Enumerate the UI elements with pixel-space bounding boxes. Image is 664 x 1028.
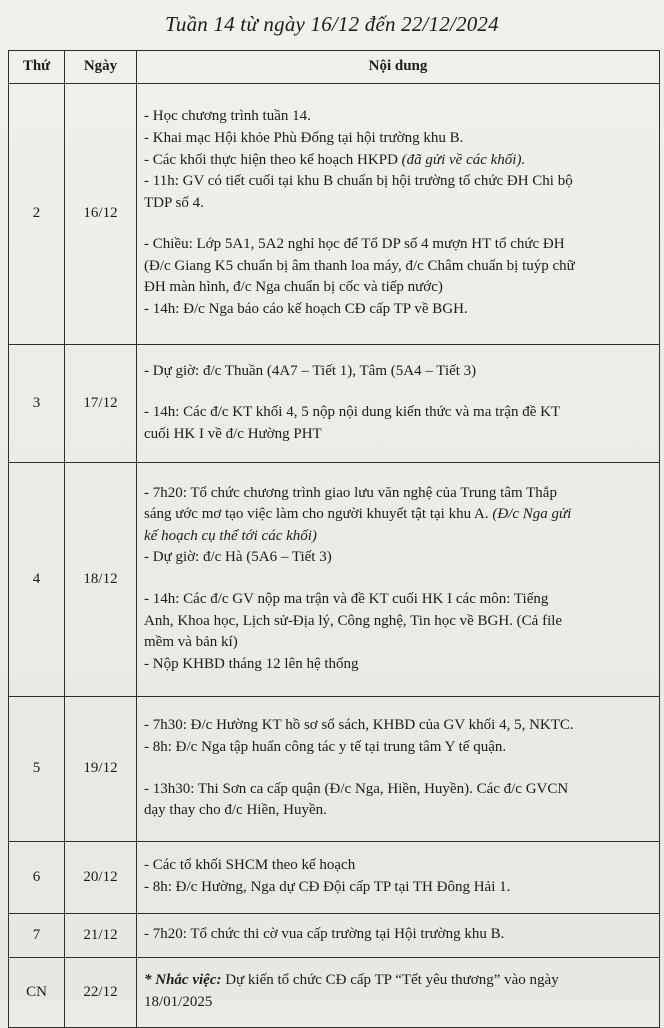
date-cell: 16/12	[65, 84, 137, 345]
content-line: - 13h30: Thi Sơn ca cấp quận (Đ/c Nga, Hiền, Huyền). Các đ/c GVCN	[144, 780, 569, 797]
content-text: sáng ước mơ tạo việc làm cho người khuyết tật tại khu A.	[144, 506, 493, 523]
content-line: - Dự giờ: đ/c Thuần (4A7 – Tiết 1), Tâm (5A4 – Tiết 3)	[144, 362, 477, 379]
content-line: - 8h: Đ/c Hường, Nga dự CĐ Đội cấp TP tại TH Đông Hải 1.	[144, 879, 511, 895]
date-cell: 20/12	[65, 842, 137, 914]
content-cell	[137, 345, 660, 463]
content-cell	[137, 958, 660, 1028]
content-line: Anh, Khoa học, Lịch sử-Địa lý, Công nghệ, Tin học về BGH. (Cả file	[144, 612, 563, 629]
date-cell: 18/12	[65, 463, 137, 697]
header-date: Ngày	[65, 51, 137, 84]
day-cell: 4	[9, 463, 65, 697]
content-note: (Đ/c Nga gửi	[492, 506, 572, 523]
date-cell: 19/12	[65, 697, 137, 842]
day-cell: 3	[9, 345, 65, 463]
content-line: - Dự giờ: đ/c Hà (5A6 – Tiết 3)	[144, 549, 332, 566]
table-row	[9, 345, 660, 463]
content-cell	[137, 84, 660, 345]
day-cell: 6	[9, 842, 65, 914]
content-line: - 7h20: Tổ chức chương trình giao lưu văn nghệ của Trung tâm Thắp	[144, 484, 557, 501]
content-line	[144, 970, 655, 992]
content-text: Dự kiến tổ chức CĐ cấp TP “Tết yêu thương” vào ngày	[221, 972, 559, 989]
content-text: - Các khối thực hiện theo kế hoạch HKPD	[144, 151, 402, 168]
table-row	[9, 958, 660, 1028]
content-line: - 14h: Đ/c Nga báo cáo kế hoạch CĐ cấp TP về BGH.	[144, 301, 468, 318]
day-cell: 5	[9, 697, 65, 842]
date-cell: 17/12	[65, 345, 137, 463]
content-line: 18/01/2025	[144, 994, 213, 1010]
content-line: - 7h30: Đ/c Hường KT hồ sơ sổ sách, KHBD của GV khối 4, 5, NKTC.	[144, 717, 574, 734]
content-line: - 11h: GV có tiết cuối tại khu B chuẩn bị hội trường tổ chức ĐH Chi bộ	[144, 173, 573, 190]
reminder-label: * Nhắc việc:	[144, 972, 222, 989]
schedule-table	[8, 50, 660, 1028]
table-row	[9, 84, 660, 345]
content-line: - 8h: Đ/c Nga tập huấn công tác y tế tại trung tâm Y tế quận.	[144, 738, 507, 755]
day-cell: 7	[9, 914, 65, 958]
content-line: dạy thay cho đ/c Hiền, Huyền.	[144, 802, 327, 819]
content-line: cuối HK I về đ/c Hường PHT	[144, 425, 322, 442]
header-day: Thứ	[9, 51, 65, 84]
date-cell: 22/12	[65, 958, 137, 1028]
content-note: (đã gửi về các khối).	[401, 151, 526, 168]
content-line: - 14h: Các đ/c GV nộp ma trận và đề KT cuối HK I các môn: Tiếng	[144, 591, 549, 607]
table-row	[9, 697, 660, 842]
page-title: Tuần 14 từ ngày 16/12 đến 22/12/2024	[165, 12, 499, 36]
content-line: - Chiều: Lớp 5A1, 5A2 nghỉ học để Tổ DP số 4 mượn HT tổ chức ĐH	[144, 236, 565, 253]
content-cell	[137, 842, 660, 914]
content-line: ĐH màn hình, đ/c Nga chuẩn bị cốc và tiếp nước)	[144, 279, 443, 296]
header-content: Nội dung	[137, 51, 660, 84]
content-line: mềm và bản kí)	[144, 634, 238, 651]
content-line: - Khai mạc Hội khỏe Phù Đổng tại hội trường khu B.	[144, 129, 464, 146]
day-cell: 2	[9, 84, 65, 345]
content-line: - 14h: Các đ/c KT khối 4, 5 nộp nội dung kiến thức và ma trận đề KT	[144, 404, 561, 421]
table-row	[9, 914, 660, 958]
content-line: - Học chương trình tuần 14.	[144, 108, 311, 125]
content-line: (Đ/c Giang K5 chuẩn bị âm thanh loa máy, đ/c Châm chuẩn bị tuýp chữ	[144, 257, 575, 274]
table-header-row	[9, 51, 660, 84]
content-line: TDP số 4.	[144, 194, 204, 211]
content-cell	[137, 914, 660, 958]
content-cell	[137, 463, 660, 697]
content-note: kế hoạch cụ thể tới các khối)	[144, 527, 317, 544]
day-cell: CN	[9, 958, 65, 1028]
content-line: - 7h20: Tổ chức thi cờ vua cấp trường tại Hội trường khu B.	[144, 926, 505, 943]
content-line	[144, 150, 655, 172]
content-line: - Nộp KHBD tháng 12 lên hệ thống	[144, 655, 359, 672]
content-line: - Các tổ khối SHCM theo kế hoạch	[144, 857, 356, 874]
content-cell	[137, 697, 660, 842]
table-row	[9, 463, 660, 697]
table-row	[9, 842, 660, 914]
content-line	[144, 504, 655, 526]
date-cell: 21/12	[65, 914, 137, 958]
